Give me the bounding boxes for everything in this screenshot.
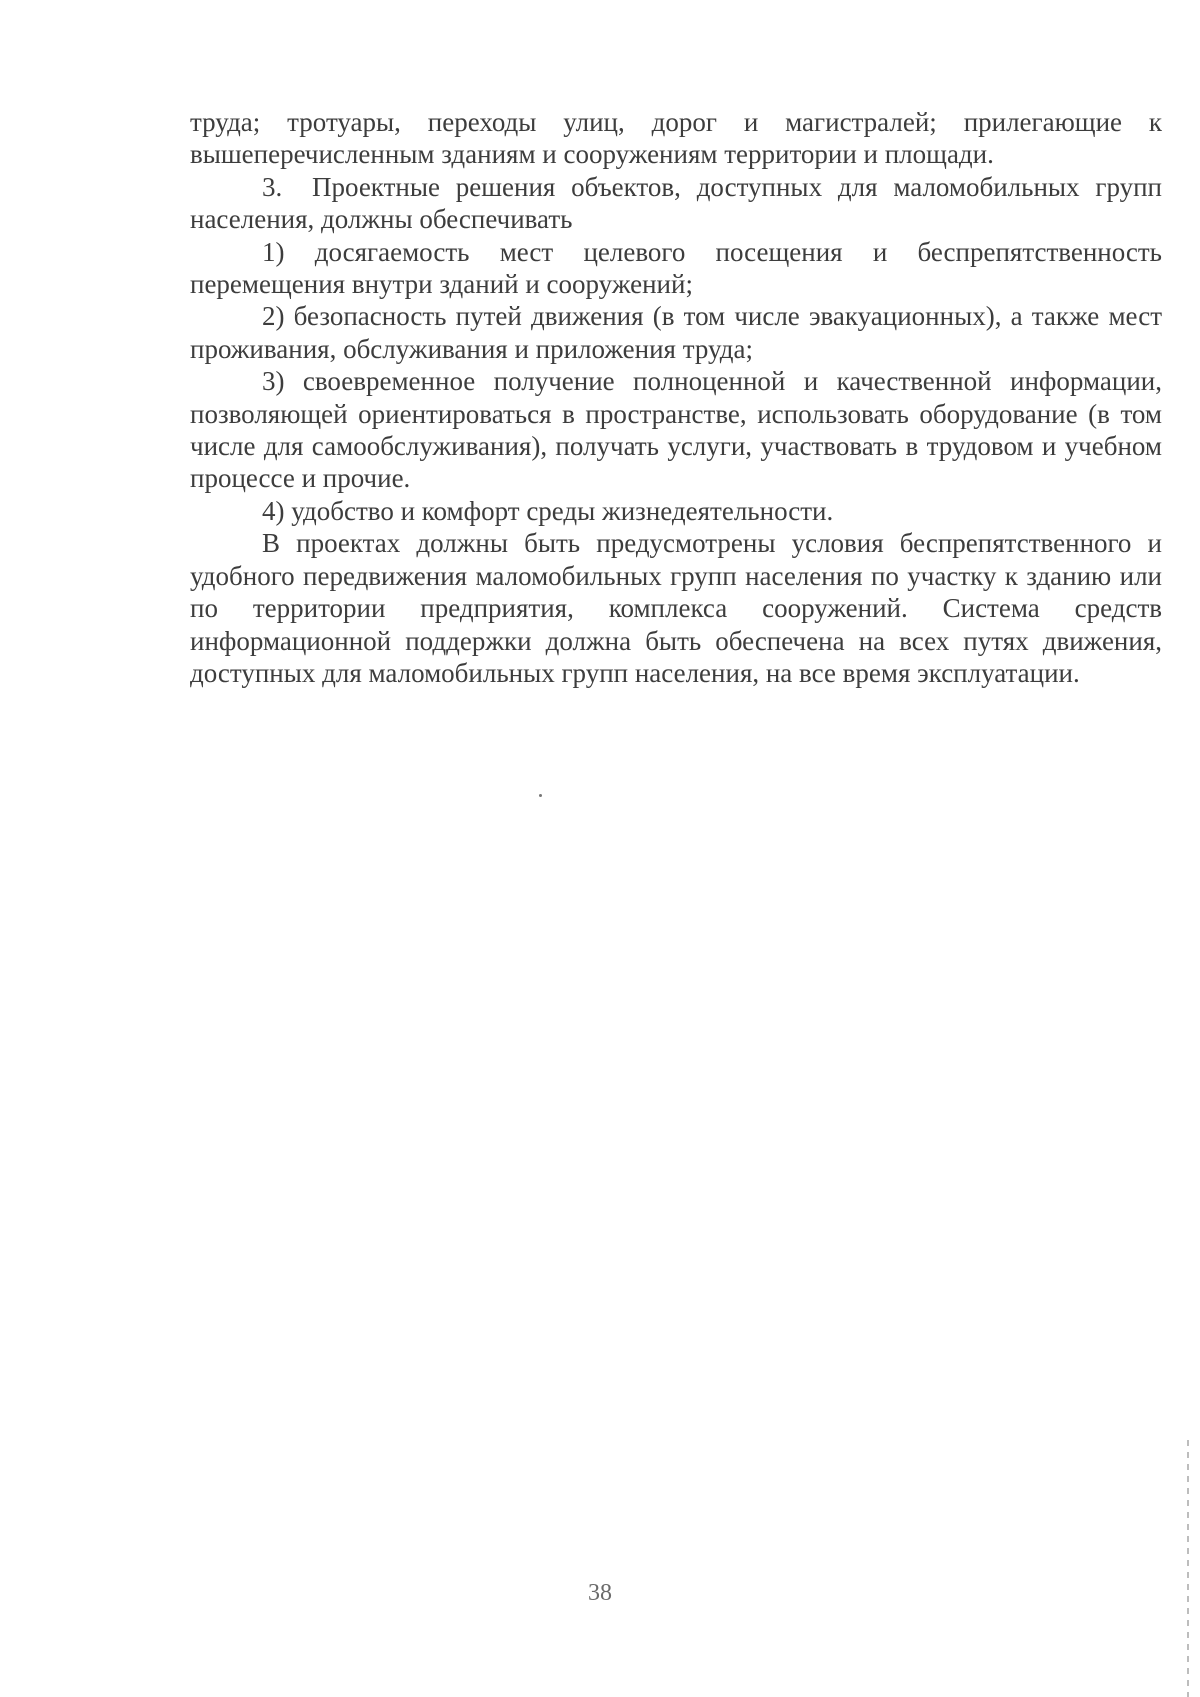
scan-dot-mark (539, 794, 542, 797)
paragraph-subitem-3: 3) своевременное получение полноценной и качественной информации, позволяющей ориентироваться в пространстве, использовать оборудование (в том числе для самообслуживания), получать услуги, участвовать в трудовом и учебном процессе и прочие. (190, 366, 1162, 494)
point-number: 3. (262, 171, 283, 202)
point-3-text: Проектные решения объектов, доступных для маломобильных групп населения, должны обеспечивать (190, 171, 1162, 235)
scan-edge-mark (1187, 1440, 1189, 1697)
paragraph-subitem-4: 4) удобство и комфорт среды жизнедеятельности. (262, 495, 834, 526)
paragraph-continuation: труда; тротуары, переходы улиц, дорог и магистралей; прилегающие к вышеперечисленным зданиям и сооружениям территории и площади. (190, 107, 1162, 170)
paragraph-subitem-1: 1) досягаемость мест целевого посещения и беспрепятственность перемещения внутри зданий и сооружений; (190, 236, 1162, 300)
page-number: 38 (588, 1580, 612, 1606)
body-text (190, 106, 1162, 689)
paragraph-projects: В проектах должны быть предусмотрены условия беспрепятственного и удобного передвижения маломобильных групп населения по участку к зданию или по территории предприятия, комплекса сооружений. Система средств информационной поддержки должна быть обеспечена на всех путях движения, доступных для маломобильных групп населения, на все время эксплуатации. (190, 528, 1162, 688)
paragraph-point-3 (190, 171, 1162, 236)
paragraph-subitem-2: 2) безопасность путей движения (в том числе эвакуационных), а также мест проживания, обслуживания и приложения труда; (190, 301, 1162, 364)
